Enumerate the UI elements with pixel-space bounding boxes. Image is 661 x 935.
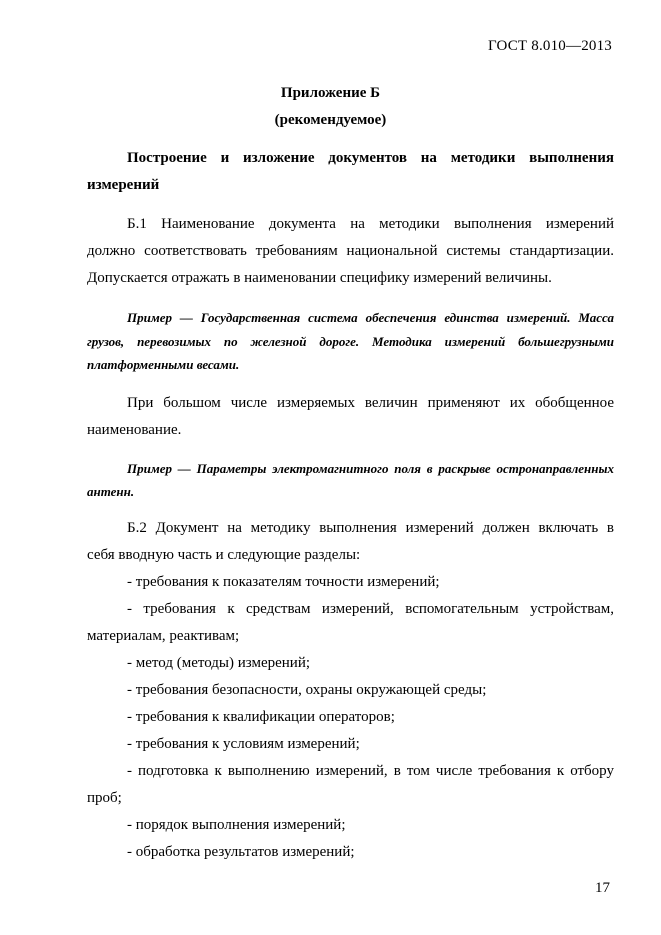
list-item: - требования к показателям точности измерений; bbox=[127, 574, 440, 590]
example1-line3: платформенными весами. bbox=[87, 357, 240, 372]
paragraph-many-line1: При большом числе измеряемых величин применяют их обобщенное bbox=[127, 395, 614, 411]
document-number: ГОСТ 8.010—2013 bbox=[488, 38, 612, 54]
paragraph-many-line2: наименование. bbox=[87, 422, 182, 438]
paragraph-b1-line2: должно соответствовать требованиям национальной системы стандартизации. bbox=[87, 243, 614, 259]
list-item: - требования к средствам измерений, вспомогательным устройствам, bbox=[127, 601, 614, 617]
list-item: - подготовка к выполнению измерений, в том числе требования к отбору bbox=[127, 763, 614, 779]
paragraph-b2-line1: Б.2 Документ на методику выполнения измерений должен включать в bbox=[127, 520, 614, 536]
paragraph-b1-line1: Б.1 Наименование документа на методики выполнения измерений bbox=[127, 216, 614, 232]
list-item-continuation: проб; bbox=[87, 790, 122, 806]
list-item: - требования безопасности, охраны окружающей среды; bbox=[127, 682, 487, 698]
example1-line1: Пример — Государственная система обеспечения единства измерений. Масса bbox=[127, 310, 614, 325]
paragraph-b2-line2: себя вводную часть и следующие разделы: bbox=[87, 547, 361, 563]
paragraph-b1-line3: Допускается отражать в наименовании специфику измерений величины. bbox=[87, 270, 552, 286]
list-item: - обработка результатов измерений; bbox=[127, 844, 355, 860]
section-title-line1: Построение и изложение документов на методики выполнения bbox=[127, 150, 614, 166]
example2-line2: антенн. bbox=[87, 484, 135, 499]
page-number: 17 bbox=[595, 880, 610, 896]
example2-line1: Пример — Параметры электромагнитного поля в раскрыве остронаправленных bbox=[127, 461, 614, 476]
appendix-title: Приложение Б bbox=[280, 85, 381, 101]
section-title-line2: измерений bbox=[87, 177, 160, 193]
list-item: - порядок выполнения измерений; bbox=[127, 817, 346, 833]
list-item: - метод (методы) измерений; bbox=[127, 655, 311, 671]
list-item: - требования к условиям измерений; bbox=[127, 736, 360, 752]
example1-line2: грузов, перевозимых по железной дороге. Методика измерений большегрузными bbox=[87, 334, 614, 349]
list-item-continuation: материалам, реактивам; bbox=[87, 628, 240, 644]
list-item: - требования к квалификации операторов; bbox=[127, 709, 395, 725]
appendix-subtitle: (рекомендуемое) bbox=[274, 112, 387, 128]
